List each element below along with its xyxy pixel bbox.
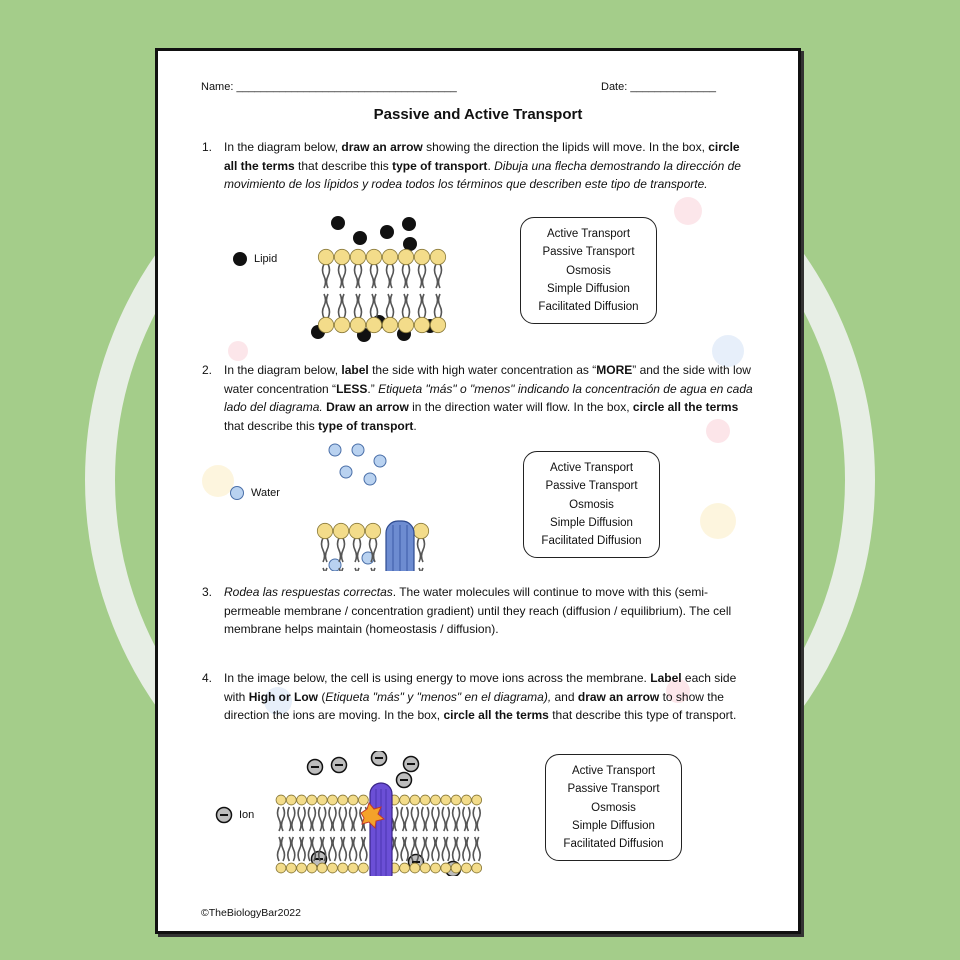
phospholipid-head — [420, 863, 430, 873]
phospholipid-head — [472, 863, 482, 873]
lipid-tail — [401, 807, 404, 831]
question-text: that describe this type of transport. — [548, 708, 737, 722]
lipid-tail — [422, 538, 425, 562]
phospholipid-head — [400, 795, 410, 805]
phospholipid-head — [398, 317, 413, 332]
date-field[interactable]: Date: ______________ — [601, 81, 716, 93]
question-text: . — [487, 158, 495, 173]
lipid-tail — [358, 538, 361, 562]
phospholipid-head — [430, 249, 445, 264]
lipid-tail — [343, 837, 346, 861]
term-osmosis[interactable]: Osmosis — [591, 801, 636, 814]
question-text: type of transport — [392, 158, 488, 173]
lipid-tail — [359, 294, 362, 318]
lipid-tail — [453, 807, 456, 831]
question-text: Draw an arrow — [326, 400, 409, 414]
lipid-tail — [338, 538, 341, 562]
lipid-tail — [423, 294, 426, 318]
term-box-1 — [520, 217, 657, 324]
lipid-tail — [418, 538, 421, 562]
lipid-tail — [435, 264, 438, 288]
lipid-tail — [355, 294, 358, 318]
lipid-tail — [358, 568, 361, 571]
phospholipid-head — [276, 795, 286, 805]
ion-diagram[interactable] — [275, 751, 495, 876]
phospholipid-head — [286, 863, 296, 873]
lipid-tail — [477, 807, 480, 831]
question-text: ” and the side with low water concentration “ — [224, 363, 751, 396]
question-number: 1. — [202, 140, 213, 154]
question-text: . — [413, 418, 417, 433]
lipid-tail — [395, 837, 398, 861]
phospholipid-head — [348, 795, 358, 805]
term-osmosis[interactable]: Osmosis — [569, 498, 614, 511]
lipid-tail — [329, 807, 332, 831]
phospholipid-head — [348, 863, 358, 873]
phospholipid-head — [441, 863, 451, 873]
term-active-transport[interactable]: Active Transport — [571, 765, 656, 777]
copyright-footer: ©TheBiologyBar2022 — [201, 907, 301, 919]
phospholipid-head — [318, 317, 333, 332]
question-number: 2. — [202, 363, 213, 377]
term-simple-diffusion[interactable]: Simple Diffusion — [572, 819, 655, 832]
lipid-tail — [426, 837, 429, 861]
lipid-tail — [442, 837, 445, 861]
lipid-tail — [426, 807, 429, 831]
phospholipid-head — [414, 317, 429, 332]
phospholipid-head — [333, 523, 348, 538]
lipid-tail — [391, 294, 394, 318]
question-text: draw an arrow — [341, 140, 423, 154]
water-legend — [229, 485, 280, 501]
page-title: Passive and Active Transport — [373, 106, 583, 123]
term-facilitated-diffusion[interactable]: Facilitated Diffusion — [541, 535, 642, 548]
lipid-tail — [278, 837, 281, 861]
lipid-tail — [371, 264, 374, 288]
lipid-tail — [302, 807, 305, 831]
phospholipid-head — [307, 795, 317, 805]
lipid-tail — [354, 807, 357, 831]
term-active-transport[interactable]: Active Transport — [546, 228, 631, 240]
lipid-tail — [457, 837, 460, 861]
lipid-tail — [439, 294, 442, 318]
question-text: In the image below, the cell is using energy to move ions across the membrane. — [224, 671, 651, 685]
ion-particle — [397, 773, 412, 788]
lipid-tail — [467, 837, 470, 861]
term-simple-diffusion[interactable]: Simple Diffusion — [547, 282, 630, 295]
question-4 — [202, 669, 754, 725]
phospholipid-head — [276, 863, 286, 873]
phospholipid-head — [366, 249, 381, 264]
question-text: the side with high water concentration as “ — [368, 363, 597, 377]
lipid-tail — [364, 837, 367, 861]
question-text: showing the direction the lipids will move. In the box, — [422, 140, 709, 154]
lipid-tail — [401, 837, 404, 861]
lipid-tail — [407, 264, 410, 288]
lipid-tail — [407, 294, 410, 318]
term-passive-transport[interactable]: Passive Transport — [542, 246, 635, 259]
lipid-tail — [422, 568, 425, 571]
question-text: Etiqueta "más" y "menos" en el diagrama), — [325, 689, 552, 704]
lipid-tail — [405, 807, 408, 831]
phospholipid-head — [317, 795, 327, 805]
lipid-tail — [439, 264, 442, 288]
lipid-tail — [354, 538, 357, 562]
lipid-tail — [446, 807, 449, 831]
lipid-tail — [343, 807, 346, 831]
lipid-tail — [343, 294, 346, 318]
phospholipid-head — [350, 317, 365, 332]
lipid-tail — [419, 264, 422, 288]
ion-particle — [372, 751, 387, 766]
phospholipid-head — [334, 317, 349, 332]
lipid-tail — [374, 568, 377, 571]
lipid-tail — [298, 807, 301, 831]
lipid-tail — [360, 807, 363, 831]
lipid-tail — [298, 837, 301, 861]
phospholipid-head — [451, 795, 461, 805]
lipid-diagram[interactable] — [308, 211, 448, 346]
phospholipid-head — [349, 523, 364, 538]
lipid-tail — [278, 807, 281, 831]
lipid-tail — [403, 264, 406, 288]
phospholipid-head — [317, 523, 332, 538]
lipid-icon — [232, 251, 248, 267]
lipid-tail — [415, 807, 418, 831]
term-simple-diffusion[interactable]: Simple Diffusion — [550, 516, 633, 529]
lipid-tail — [453, 837, 456, 861]
lipid-tail — [339, 294, 342, 318]
phospholipid-head — [398, 249, 413, 264]
question-text: each side with — [224, 671, 737, 704]
lipid-tail — [342, 568, 345, 571]
lipid-tail — [422, 837, 425, 861]
phospholipid-head — [318, 249, 333, 264]
phospholipid-head — [414, 249, 429, 264]
term-passive-transport[interactable]: Passive Transport — [545, 480, 638, 493]
ion-particle — [308, 760, 323, 775]
lipid-tail — [282, 807, 285, 831]
question-text: circle all the terms — [632, 400, 739, 414]
lipid-tail — [319, 807, 322, 831]
phospholipid-head — [420, 795, 430, 805]
question-text: that describe this — [294, 158, 393, 173]
lipid-tail — [326, 538, 329, 562]
lipid-tail — [308, 807, 311, 831]
lipid-tail — [322, 538, 325, 562]
lipid-tail — [435, 294, 438, 318]
lipid-tail — [354, 837, 357, 861]
lipid-tail — [387, 294, 390, 318]
ion-particle — [404, 757, 419, 772]
lipid-tail — [355, 264, 358, 288]
lipid-tail — [360, 837, 363, 861]
lipid-tail — [422, 807, 425, 831]
question-number: 3. — [202, 585, 213, 599]
phospholipid-head — [350, 249, 365, 264]
phospholipid-head — [430, 317, 445, 332]
question-text: circle all the terms — [443, 708, 549, 722]
phospholipid-head — [307, 863, 317, 873]
term-facilitated-diffusion[interactable]: Facilitated Diffusion — [563, 838, 664, 851]
question-text: in the direction water will flow. In the box, — [408, 400, 633, 414]
lipid-tail — [327, 294, 330, 318]
lipid-tail — [282, 837, 285, 861]
question-text: Etiqueta "más" o "menos" indicando la concentración de agua en cada lado del diagrama. — [224, 381, 753, 414]
term-passive-transport[interactable]: Passive Transport — [567, 783, 660, 796]
question-2 — [202, 361, 754, 435]
question-text: that describe this — [224, 418, 319, 433]
lipid-tail — [473, 807, 476, 831]
phospholipid-head — [317, 863, 327, 873]
lipid-tail — [339, 807, 342, 831]
phospholipid-head — [451, 863, 461, 873]
phospholipid-head — [297, 795, 307, 805]
phospholipid-head — [431, 795, 441, 805]
lipid-tail — [323, 294, 326, 318]
lipid-tail — [418, 568, 421, 571]
term-facilitated-diffusion[interactable]: Facilitated Diffusion — [538, 301, 639, 314]
lipid-tail — [419, 294, 422, 318]
water-label: Water — [251, 487, 280, 499]
lipid-tail — [473, 837, 476, 861]
ion-legend — [215, 806, 254, 824]
lipid-tail — [403, 294, 406, 318]
lipid-tail — [350, 837, 353, 861]
term-active-transport[interactable]: Active Transport — [549, 462, 634, 474]
question-text: type of transport — [318, 418, 414, 433]
lipid-tail — [312, 807, 315, 831]
phospholipid-head — [472, 795, 482, 805]
lipid-tail — [371, 294, 374, 318]
lipid-tail — [342, 538, 345, 562]
worksheet-page — [155, 48, 801, 934]
phospholipid-head — [413, 523, 428, 538]
phospholipid-head — [382, 249, 397, 264]
phospholipid-head — [334, 249, 349, 264]
question-number: 4. — [202, 671, 213, 685]
question-text: In the diagram below, — [224, 363, 342, 377]
lipid-tail — [333, 807, 336, 831]
lipid-tail — [405, 837, 408, 861]
lipid-tail — [442, 807, 445, 831]
lipid-tail — [432, 807, 435, 831]
question-text: LESS — [336, 381, 368, 396]
lipid-tail — [329, 837, 332, 861]
question-text: Rodea las respuestas correctas — [224, 585, 393, 599]
phospholipid-head — [365, 523, 380, 538]
lipid-tail — [457, 807, 460, 831]
ion-icon — [215, 806, 233, 824]
lipid-tail — [411, 807, 414, 831]
term-box-3 — [545, 754, 682, 861]
ion-label: Ion — [239, 809, 255, 821]
lipid-tail — [323, 807, 326, 831]
lipid-tail — [467, 807, 470, 831]
lipid-tail — [359, 264, 362, 288]
phospholipid-head — [286, 795, 296, 805]
phospholipid-head — [431, 863, 441, 873]
lipid-tail — [339, 264, 342, 288]
lipid-tail — [395, 807, 398, 831]
question-text: Label — [650, 671, 682, 685]
lipid-tail — [387, 264, 390, 288]
lipid-label: Lipid — [254, 253, 278, 265]
lipid-tail — [292, 807, 295, 831]
phospholipid-head — [461, 863, 471, 873]
lipid-tail — [292, 837, 295, 861]
question-text: Dibuja una flecha demostrando la dirección de movimiento de los lípidos y rodea todos los términos que describen este tipo de transporte. — [224, 158, 741, 191]
phospholipid-head — [410, 795, 420, 805]
lipid-tail — [432, 837, 435, 861]
ion-particle — [332, 758, 347, 773]
lipid-tail — [391, 264, 394, 288]
phospholipid-head — [297, 863, 307, 873]
lipid-tail — [333, 837, 336, 861]
phospholipid-head — [400, 863, 410, 873]
lipid-tail — [288, 807, 291, 831]
lipid-tail — [327, 264, 330, 288]
question-text: MORE — [596, 363, 633, 377]
lipid-tail — [375, 264, 378, 288]
lipid-tail — [302, 837, 305, 861]
name-field[interactable]: Name: ____________________________________ — [201, 81, 457, 93]
question-text: High or Low — [248, 689, 319, 704]
lipid-tail — [370, 568, 373, 571]
lipid-tail — [326, 568, 329, 571]
question-text: In the diagram below, — [224, 140, 342, 154]
phospholipid-head — [410, 863, 420, 873]
question-text: draw an arrow — [577, 689, 660, 704]
term-osmosis[interactable]: Osmosis — [566, 264, 611, 277]
question-text: circle all the terms — [224, 140, 740, 173]
lipid-tail — [350, 807, 353, 831]
lipid-tail — [436, 807, 439, 831]
water-diagram[interactable] — [313, 441, 443, 571]
question-text: .” — [367, 381, 379, 396]
lipid-tail — [354, 568, 357, 571]
lipid-tail — [288, 837, 291, 861]
lipid-tail — [322, 568, 325, 571]
lipid-tail — [436, 837, 439, 861]
question-text: and — [551, 689, 578, 704]
lipid-tail — [463, 837, 466, 861]
lipid-tail — [463, 807, 466, 831]
lipid-tail — [339, 837, 342, 861]
lipid-tail — [477, 837, 480, 861]
phospholipid-head — [461, 795, 471, 805]
lipid-tail — [423, 264, 426, 288]
phospholipid-head — [338, 795, 348, 805]
question-1 — [202, 138, 754, 194]
term-box-2 — [523, 451, 660, 558]
lipid-tail — [446, 837, 449, 861]
lipid-tail — [343, 264, 346, 288]
lipid-legend — [232, 251, 277, 267]
question-text: to show the direction the ions are moving. In the box, — [224, 689, 724, 722]
phospholipid-head — [441, 795, 451, 805]
phospholipid-head — [328, 795, 338, 805]
phospholipid-head — [366, 317, 381, 332]
question-text: label — [341, 363, 369, 377]
lipid-tail — [375, 294, 378, 318]
question-text: . The water molecules will continue to move with this (semi-permeable membrane / concentration gradient) until they reach (diffusion / equilibrium). The cell membrane helps maintain (homeostasis / diffusion). — [224, 585, 732, 636]
lipid-tail — [323, 264, 326, 288]
lipid-tail — [374, 538, 377, 562]
phospholipid-head — [358, 863, 368, 873]
phospholipid-head — [328, 863, 338, 873]
phospholipid-head — [358, 795, 368, 805]
water-icon — [229, 485, 245, 501]
phospholipid-head — [338, 863, 348, 873]
question-text: ( — [318, 689, 326, 704]
question-3 — [202, 583, 754, 639]
phospholipid-head — [382, 317, 397, 332]
